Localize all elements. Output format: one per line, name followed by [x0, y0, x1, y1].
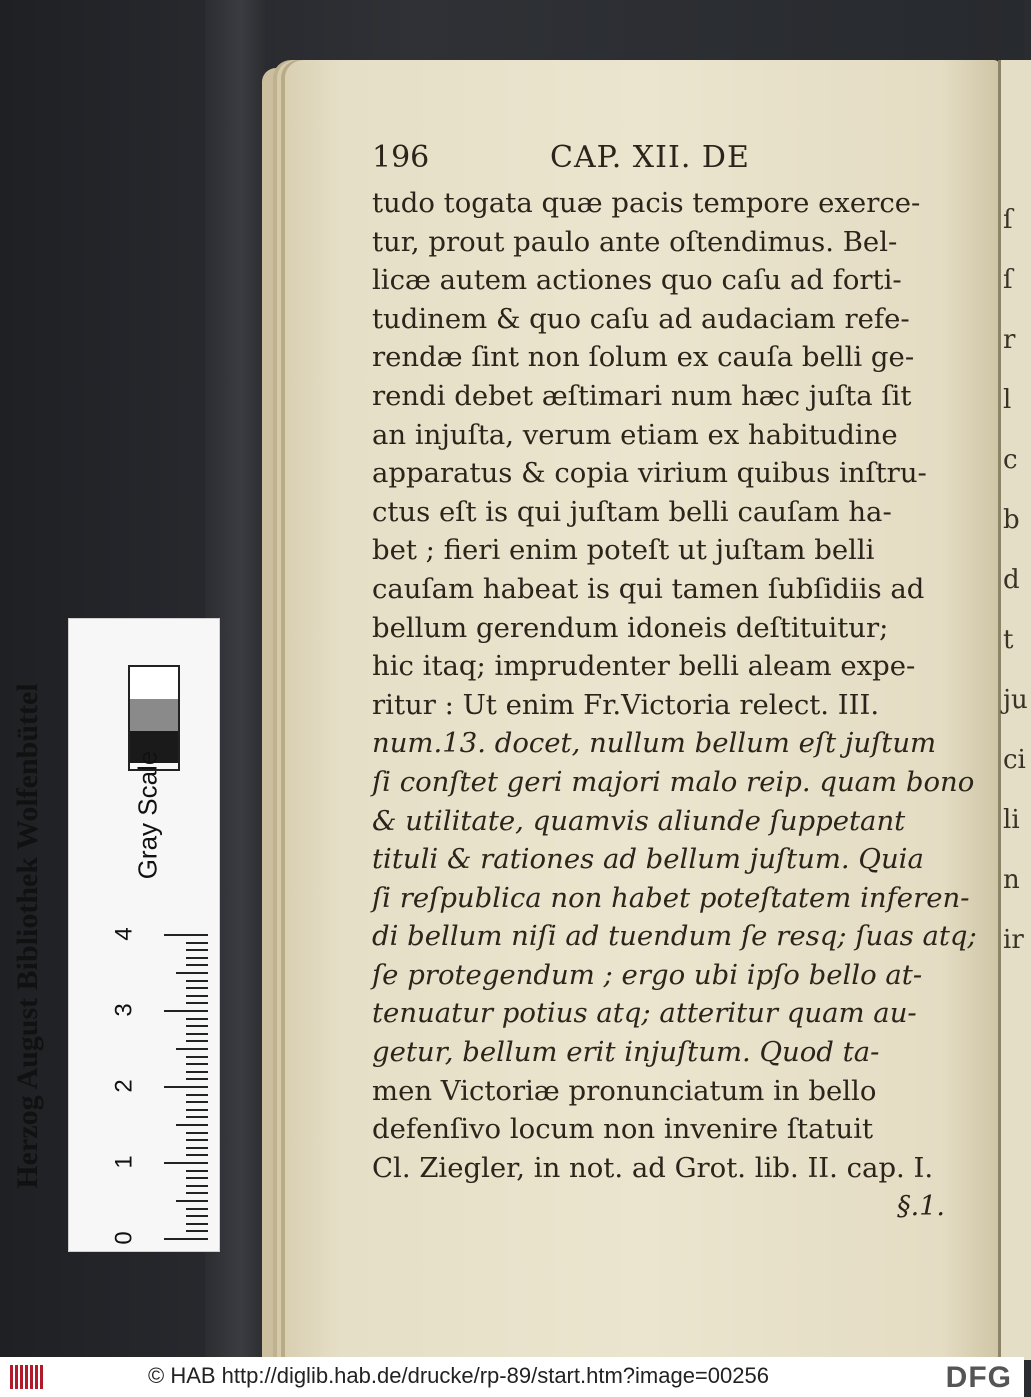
text-line: cauſam habeat is qui tamen ſubſidiis ad — [372, 572, 925, 605]
facing-glyph: n — [1003, 865, 1020, 895]
ruler-tick — [186, 1040, 208, 1042]
ruler-tick — [186, 949, 208, 951]
ruler-tick — [186, 964, 208, 966]
text-line: licæ autem actiones quo caſu ad forti- — [372, 264, 902, 297]
ruler-tick — [164, 1238, 208, 1240]
ruler-tick — [186, 1033, 208, 1035]
hab-logo-icon — [10, 1365, 43, 1389]
text-line: defenſivo locum non invenire ſtatuit — [372, 1113, 874, 1146]
facing-page-glyphs — [1003, 190, 1028, 970]
ruler-number: 1 — [110, 1155, 138, 1169]
text-line: tudinem & quo caſu ad audaciam refe- — [372, 302, 910, 335]
ruler-tick — [186, 957, 208, 959]
ruler-tick — [186, 1215, 208, 1217]
running-title: CAP. XII. DE — [550, 140, 750, 175]
gray-swatch — [130, 667, 178, 699]
ruler-number: 3 — [110, 1003, 138, 1017]
text-line: & utilitate, quamvis aliunde ſuppetant — [372, 804, 906, 837]
text-line: num.13. docet, nullum bellum eſt juſtum — [372, 727, 937, 760]
text-line: apparatus & copia virium quibus inſtru- — [372, 457, 927, 490]
facing-glyph: r — [1003, 325, 1016, 355]
ruler-tick — [186, 1025, 208, 1027]
text-line: tenuatur potius atq; atteritur quam au- — [372, 997, 917, 1030]
ruler-tick — [186, 1094, 208, 1096]
text-line: hic itaq; imprudenter belli aleam expe- — [372, 650, 916, 683]
text-line: tudo togata quæ pacis tempore exerce- — [372, 187, 921, 219]
catchword: §.1. — [897, 1191, 945, 1223]
gray-scale-label — [118, 700, 178, 930]
text-line: ritur : Ut enim Fr.Victoria relect. III. — [372, 688, 880, 721]
page-number: 196 — [372, 140, 430, 175]
ruler-tick — [186, 995, 208, 997]
facing-glyph: li — [1003, 805, 1020, 835]
ruler-number: 0 — [110, 1231, 138, 1245]
ruler-tick — [186, 1147, 208, 1149]
ruler-tick — [164, 1010, 208, 1012]
text-line: di bellum niſi ad tuendum ſe resq; ſuas atq; — [372, 920, 977, 953]
ruler-tick — [186, 1002, 208, 1004]
ruler-title — [8, 630, 48, 1242]
text-line: rendi debet æſtimari num hæc juſta ſit — [372, 379, 912, 412]
ruler-tick — [164, 934, 208, 936]
ruler-tick — [186, 1154, 208, 1156]
facing-glyph: t — [1003, 625, 1014, 655]
footer-copyright: © HAB http://diglib.hab.de/drucke/rp-89/start.htm?image=00256 — [148, 1363, 769, 1388]
text-line: men Victoriæ pronunciatum in bello — [372, 1074, 877, 1107]
ruler-tick — [164, 1162, 208, 1164]
ruler-tick — [186, 1063, 208, 1065]
footer-bar — [0, 1357, 1024, 1397]
ruler-number: 4 — [110, 927, 138, 941]
text-line: bellum gerendum idoneis deſtituitur; — [372, 611, 889, 644]
ruler-tick — [186, 1078, 208, 1080]
ruler-tick — [186, 1170, 208, 1172]
page-header — [372, 140, 957, 184]
ruler-number: 2 — [110, 1079, 138, 1093]
facing-glyph: ſ — [1003, 265, 1013, 295]
ruler-tick — [186, 987, 208, 989]
ruler-tick — [186, 942, 208, 944]
ruler-tick — [186, 1116, 208, 1118]
ruler-tick — [186, 1056, 208, 1058]
facing-glyph: ir — [1003, 925, 1024, 955]
facing-glyph: l — [1003, 385, 1012, 415]
page-text — [372, 140, 977, 1227]
ruler-tick — [186, 1192, 208, 1194]
ruler-tick — [164, 1086, 208, 1088]
ruler-tick — [186, 1223, 208, 1225]
ruler-tick — [176, 1124, 208, 1126]
ruler-tick — [176, 1048, 208, 1050]
ruler-tick — [186, 1230, 208, 1232]
text-line: getur, bellum erit injuſtum. Quod ta- — [372, 1036, 880, 1069]
text-line: an injuſta, verum etiam ex habitudine — [372, 418, 898, 451]
facing-glyph: b — [1003, 505, 1020, 535]
ruler-tick — [186, 980, 208, 982]
ruler-tick — [186, 1109, 208, 1111]
ruler-ticks — [112, 908, 212, 1248]
ruler-tick — [186, 1132, 208, 1134]
text-line: tur, prout paulo ante oſtendimus. Bel- — [372, 225, 898, 258]
ruler-tick — [176, 1200, 208, 1202]
ruler-tick — [186, 1185, 208, 1187]
dfg-logo: DFG — [945, 1361, 1012, 1394]
text-line: ſe protegendum ; ergo ubi ipſo bello at- — [372, 958, 923, 991]
text-line: Cl. Ziegler, in not. ad Grot. lib. II. cap. I. — [372, 1151, 934, 1184]
ruler-tick — [186, 1139, 208, 1141]
text-lines — [372, 184, 977, 1187]
text-line: ſi conſtet geri majori malo reip. quam bono — [372, 765, 975, 798]
text-line: bet ; fieri enim poteſt ut juſtam belli — [372, 534, 875, 567]
facing-glyph: ju — [1003, 685, 1028, 715]
facing-glyph: d — [1003, 565, 1020, 595]
facing-glyph: c — [1003, 445, 1018, 475]
text-line: ctus eſt is qui juſtam belli cauſam ha- — [372, 495, 892, 528]
ruler-tick — [176, 972, 208, 974]
ruler-title-text: Herzog August Bibliothek Wolfenbüttel — [11, 683, 44, 1189]
text-line: ſi reſpublica non habet poteſtatem inferen- — [372, 881, 970, 914]
gray-scale-text: Gray Scale — [132, 750, 163, 880]
ruler-tick — [186, 1101, 208, 1103]
text-line: rendæ ſint non ſolum ex cauſa belli ge- — [372, 341, 915, 374]
ruler-tick — [186, 1177, 208, 1179]
ruler-tick — [186, 1018, 208, 1020]
ruler-tick — [186, 1071, 208, 1073]
text-line: tituli & rationes ad bellum juſtum. Quia — [372, 843, 924, 876]
facing-glyph: ſ — [1003, 205, 1013, 235]
facing-glyph: ci — [1003, 745, 1026, 775]
ruler-tick — [186, 1208, 208, 1210]
